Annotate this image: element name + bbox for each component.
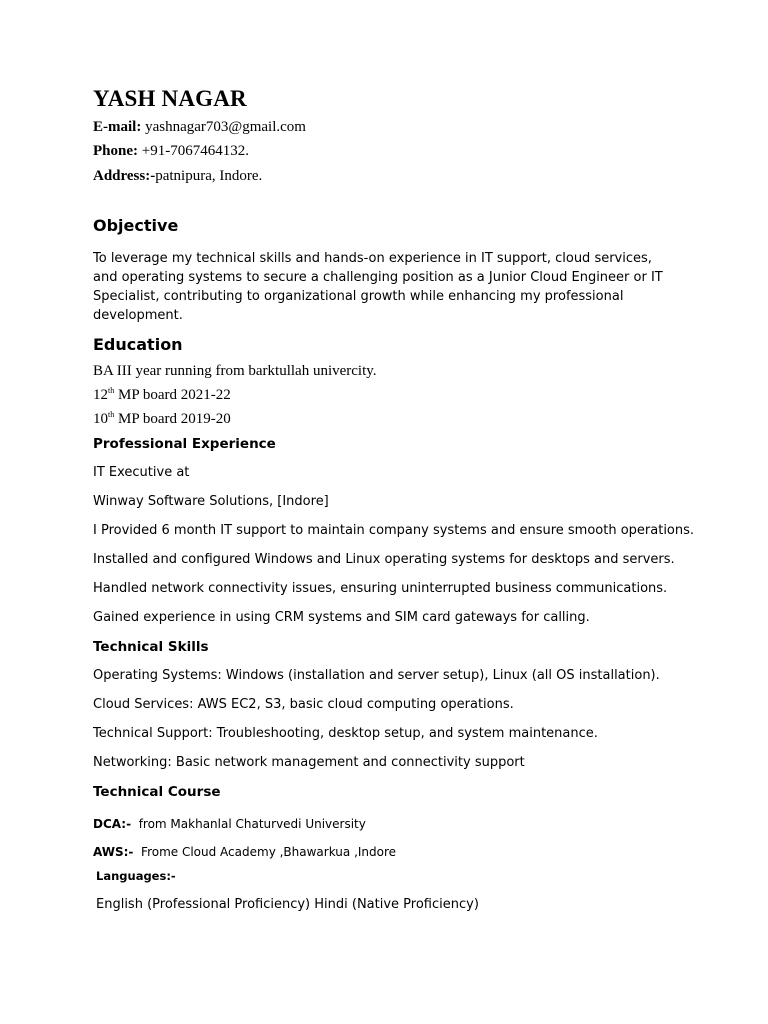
languages-label: Languages:- [96, 869, 176, 883]
email-value: yashnagar703@gmail.com [141, 119, 306, 135]
education-item [93, 387, 231, 404]
education-grade: 10 [93, 411, 108, 427]
experience-line: I Provided 6 month IT support to maintain company systems and ensure smooth operations. [93, 523, 695, 538]
course-item [93, 813, 366, 832]
skill-line: Technical Support: Troubleshooting, desktop setup, and system maintenance. [93, 726, 598, 741]
experience-heading: Professional Experience [93, 436, 276, 452]
education-grade: 12 [93, 387, 108, 403]
phone-line [93, 143, 249, 160]
email-label: E-mail: [93, 119, 142, 135]
experience-line: Installed and configured Windows and Linux operating systems for desktops and servers. [93, 552, 675, 567]
address-label: Address:- [93, 168, 156, 184]
course-heading: Technical Course [93, 784, 221, 800]
course-item [93, 841, 396, 860]
education-item [93, 363, 377, 380]
education-heading: Education [93, 335, 183, 354]
course-label: DCA:- [93, 817, 132, 831]
phone-value: +91-7067464132. [138, 143, 249, 159]
skill-line: Networking: Basic network management and connectivity support [93, 755, 525, 770]
email-line [93, 119, 306, 136]
course-label: AWS:- [93, 845, 134, 859]
education-grade-suffix: th [108, 386, 115, 395]
skill-line: Cloud Services: AWS EC2, S3, basic cloud computing operations. [93, 697, 514, 712]
address-value: patnipura, Indore. [155, 168, 263, 184]
experience-line: Winway Software Solutions, [Indore] [93, 494, 329, 509]
skills-heading: Technical Skills [93, 639, 209, 655]
experience-line: IT Executive at [93, 465, 190, 480]
objective-heading: Objective [93, 216, 179, 235]
course-text: Frome Cloud Academy ,Bhawarkua ,Indore [133, 845, 397, 859]
experience-line: Gained experience in using CRM systems and SIM card gateways for calling. [93, 610, 590, 625]
education-text: BA III year running from barktullah univercity. [93, 363, 377, 379]
education-grade-suffix: th [108, 410, 115, 419]
course-text: from Makhanlal Chaturvedi University [131, 817, 366, 831]
candidate-name: YASH NAGAR [93, 86, 247, 111]
objective-text: To leverage my technical skills and hands-on experience in IT support, cloud services, and operating systems to secure a challenging position as a Junior Cloud Engineer or IT Specialist, contributing to organizational growth while enhancing my professional development. [93, 251, 663, 323]
address-line [93, 168, 262, 185]
languages-text: English (Professional Proficiency) Hindi (Native Proficiency) [96, 897, 479, 912]
education-item [93, 411, 231, 428]
education-text: MP board 2021-22 [114, 387, 231, 403]
skill-line: Operating Systems: Windows (installation and server setup), Linux (all OS installation). [93, 668, 660, 683]
experience-line: Handled network connectivity issues, ensuring uninterrupted business communications. [93, 581, 668, 596]
education-text: MP board 2019-20 [114, 411, 231, 427]
phone-label: Phone: [93, 143, 138, 159]
